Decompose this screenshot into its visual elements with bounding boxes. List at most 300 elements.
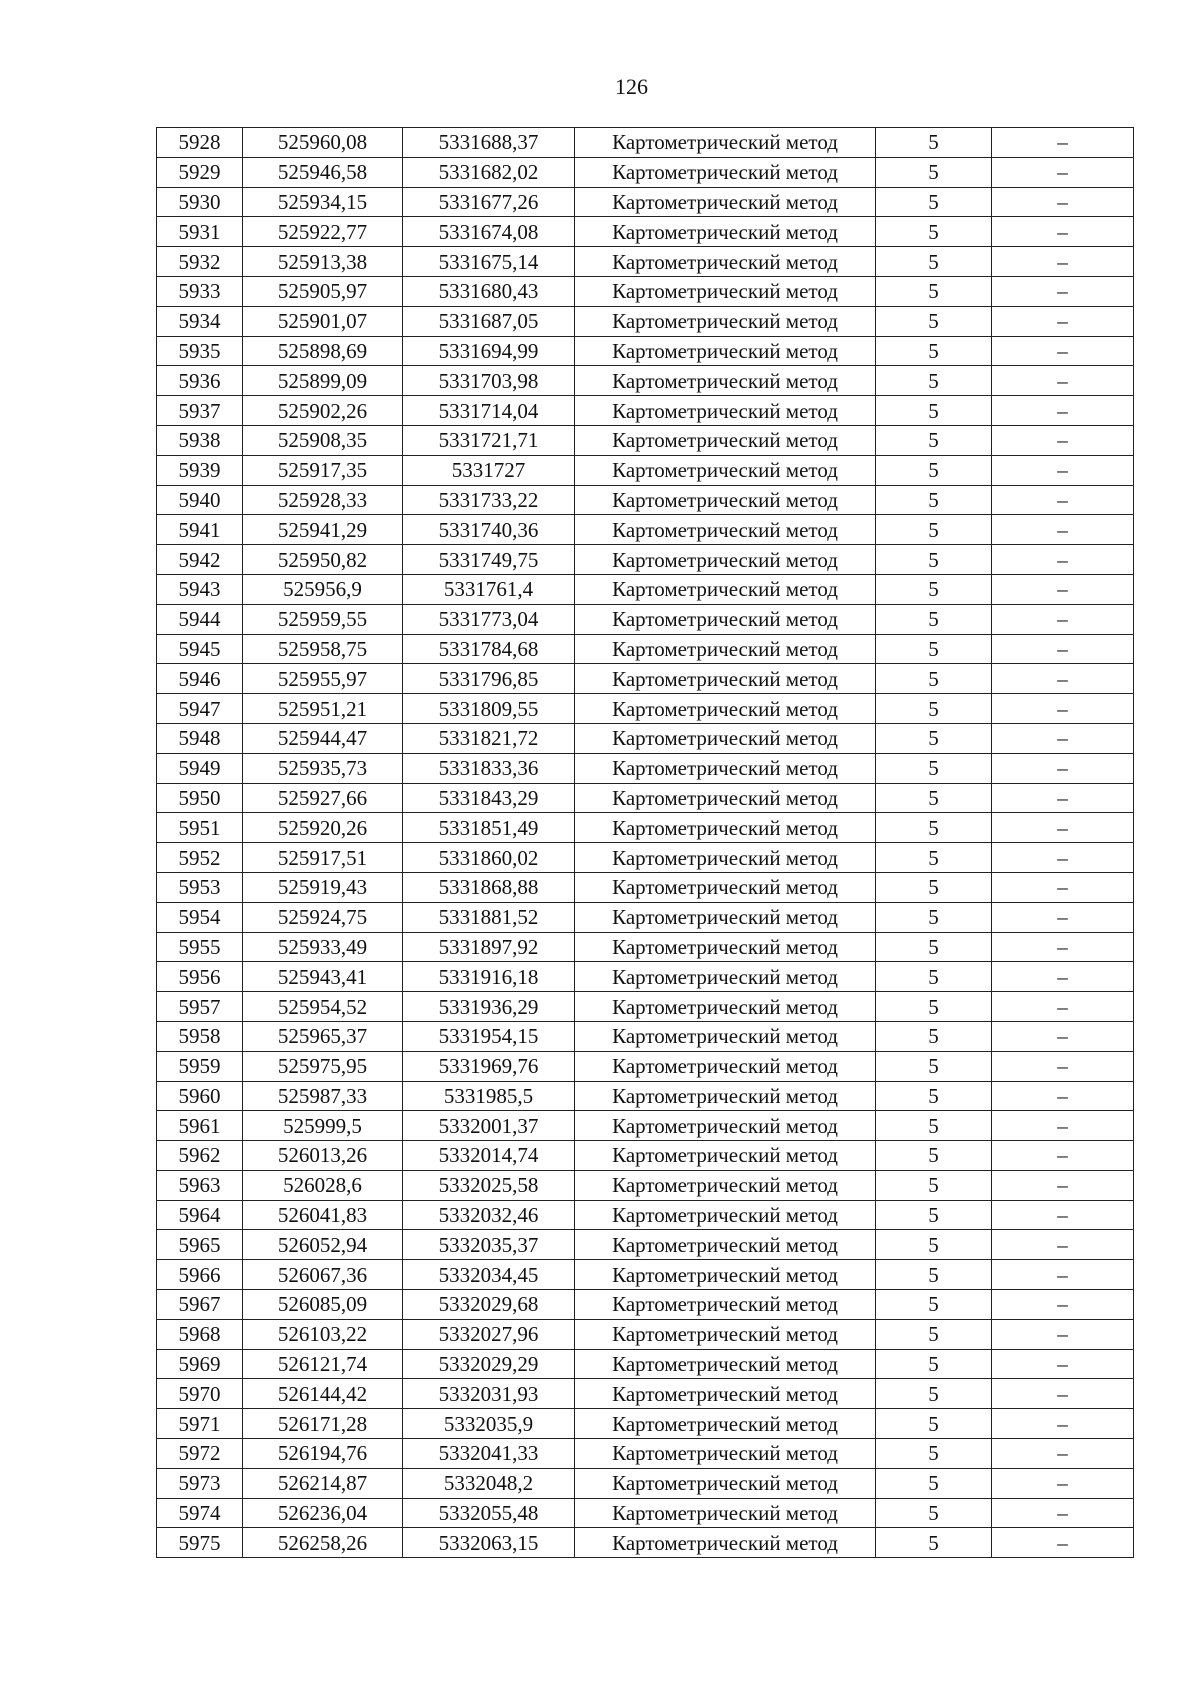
- description-cell: –: [992, 157, 1134, 187]
- table-row: [157, 872, 1134, 902]
- x-coordinate-cell: 525946,58: [243, 157, 403, 187]
- x-coordinate-cell: 525956,9: [243, 574, 403, 604]
- table-row: [157, 1141, 1134, 1171]
- accuracy-cell: 5: [876, 574, 992, 604]
- point-number-cell: 5968: [157, 1319, 243, 1349]
- x-coordinate-cell: 525913,38: [243, 247, 403, 277]
- y-coordinate-cell: 5331674,08: [403, 217, 575, 247]
- table-row: [157, 455, 1134, 485]
- table-row: [157, 157, 1134, 187]
- table-row: [157, 1379, 1134, 1409]
- method-cell: Картометрический метод: [575, 247, 876, 277]
- table-row: [157, 813, 1134, 843]
- y-coordinate-cell: 5332031,93: [403, 1379, 575, 1409]
- accuracy-cell: 5: [876, 1230, 992, 1260]
- x-coordinate-cell: 525965,37: [243, 1021, 403, 1051]
- point-number-cell: 5969: [157, 1349, 243, 1379]
- y-coordinate-cell: 5331680,43: [403, 276, 575, 306]
- table-row: [157, 515, 1134, 545]
- table-row: [157, 843, 1134, 873]
- description-cell: –: [992, 366, 1134, 396]
- y-coordinate-cell: 5332035,37: [403, 1230, 575, 1260]
- y-coordinate-cell: 5331985,5: [403, 1081, 575, 1111]
- description-cell: –: [992, 1230, 1134, 1260]
- description-cell: –: [992, 515, 1134, 545]
- point-number-cell: 5938: [157, 425, 243, 455]
- accuracy-cell: 5: [876, 545, 992, 575]
- accuracy-cell: 5: [876, 694, 992, 724]
- accuracy-cell: 5: [876, 1260, 992, 1290]
- x-coordinate-cell: 526103,22: [243, 1319, 403, 1349]
- table-row: [157, 485, 1134, 515]
- y-coordinate-cell: 5332001,37: [403, 1111, 575, 1141]
- description-cell: –: [992, 1319, 1134, 1349]
- accuracy-cell: 5: [876, 515, 992, 545]
- table-row: [157, 574, 1134, 604]
- description-cell: –: [992, 813, 1134, 843]
- point-number-cell: 5960: [157, 1081, 243, 1111]
- point-number-cell: 5954: [157, 902, 243, 932]
- table-row: [157, 1170, 1134, 1200]
- x-coordinate-cell: 525999,5: [243, 1111, 403, 1141]
- accuracy-cell: 5: [876, 455, 992, 485]
- x-coordinate-cell: 526236,04: [243, 1498, 403, 1528]
- y-coordinate-cell: 5332027,96: [403, 1319, 575, 1349]
- table-row: [157, 1498, 1134, 1528]
- method-cell: Картометрический метод: [575, 574, 876, 604]
- accuracy-cell: 5: [876, 604, 992, 634]
- x-coordinate-cell: 526085,09: [243, 1290, 403, 1320]
- method-cell: Картометрический метод: [575, 1021, 876, 1051]
- y-coordinate-cell: 5331860,02: [403, 843, 575, 873]
- accuracy-cell: 5: [876, 306, 992, 336]
- x-coordinate-cell: 525954,52: [243, 992, 403, 1022]
- point-number-cell: 5947: [157, 694, 243, 724]
- table-row: [157, 1349, 1134, 1379]
- y-coordinate-cell: 5332034,45: [403, 1260, 575, 1290]
- point-number-cell: 5971: [157, 1409, 243, 1439]
- method-cell: Картометрический метод: [575, 455, 876, 485]
- y-coordinate-cell: 5331821,72: [403, 723, 575, 753]
- y-coordinate-cell: 5331721,71: [403, 425, 575, 455]
- point-number-cell: 5942: [157, 545, 243, 575]
- accuracy-cell: 5: [876, 1409, 992, 1439]
- x-coordinate-cell: 525975,95: [243, 1051, 403, 1081]
- x-coordinate-cell: 525955,97: [243, 664, 403, 694]
- description-cell: –: [992, 1170, 1134, 1200]
- description-cell: –: [992, 694, 1134, 724]
- accuracy-cell: 5: [876, 1439, 992, 1469]
- x-coordinate-cell: 526013,26: [243, 1141, 403, 1171]
- y-coordinate-cell: 5331682,02: [403, 157, 575, 187]
- point-number-cell: 5951: [157, 813, 243, 843]
- accuracy-cell: 5: [876, 992, 992, 1022]
- table-row: [157, 545, 1134, 575]
- x-coordinate-cell: 526144,42: [243, 1379, 403, 1409]
- accuracy-cell: 5: [876, 1111, 992, 1141]
- point-number-cell: 5930: [157, 187, 243, 217]
- accuracy-cell: 5: [876, 217, 992, 247]
- x-coordinate-cell: 525917,51: [243, 843, 403, 873]
- y-coordinate-cell: 5332025,58: [403, 1170, 575, 1200]
- description-cell: –: [992, 1349, 1134, 1379]
- accuracy-cell: 5: [876, 783, 992, 813]
- method-cell: Картометрический метод: [575, 157, 876, 187]
- y-coordinate-cell: 5331749,75: [403, 545, 575, 575]
- point-number-cell: 5955: [157, 932, 243, 962]
- accuracy-cell: 5: [876, 1200, 992, 1230]
- method-cell: Картометрический метод: [575, 1409, 876, 1439]
- method-cell: Картометрический метод: [575, 1349, 876, 1379]
- x-coordinate-cell: 526194,76: [243, 1439, 403, 1469]
- accuracy-cell: 5: [876, 396, 992, 426]
- x-coordinate-cell: 526041,83: [243, 1200, 403, 1230]
- method-cell: Картометрический метод: [575, 1260, 876, 1290]
- accuracy-cell: 5: [876, 1468, 992, 1498]
- x-coordinate-cell: 525901,07: [243, 306, 403, 336]
- accuracy-cell: 5: [876, 1319, 992, 1349]
- x-coordinate-cell: 525927,66: [243, 783, 403, 813]
- description-cell: –: [992, 1379, 1134, 1409]
- y-coordinate-cell: 5332029,29: [403, 1349, 575, 1379]
- y-coordinate-cell: 5331703,98: [403, 366, 575, 396]
- x-coordinate-cell: 525933,49: [243, 932, 403, 962]
- point-number-cell: 5961: [157, 1111, 243, 1141]
- x-coordinate-cell: 525902,26: [243, 396, 403, 426]
- point-number-cell: 5934: [157, 306, 243, 336]
- description-cell: –: [992, 932, 1134, 962]
- table-row: [157, 217, 1134, 247]
- method-cell: Картометрический метод: [575, 425, 876, 455]
- y-coordinate-cell: 5331740,36: [403, 515, 575, 545]
- table-row: [157, 634, 1134, 664]
- method-cell: Картометрический метод: [575, 1319, 876, 1349]
- y-coordinate-cell: 5331675,14: [403, 247, 575, 277]
- table-row: [157, 1528, 1134, 1558]
- point-number-cell: 5941: [157, 515, 243, 545]
- x-coordinate-cell: 526214,87: [243, 1468, 403, 1498]
- table-row: [157, 1230, 1134, 1260]
- description-cell: –: [992, 336, 1134, 366]
- accuracy-cell: 5: [876, 336, 992, 366]
- method-cell: Картометрический метод: [575, 1081, 876, 1111]
- accuracy-cell: 5: [876, 1379, 992, 1409]
- point-number-cell: 5948: [157, 723, 243, 753]
- point-number-cell: 5943: [157, 574, 243, 604]
- method-cell: Картометрический метод: [575, 217, 876, 247]
- method-cell: Картометрический метод: [575, 1141, 876, 1171]
- description-cell: –: [992, 1290, 1134, 1320]
- description-cell: –: [992, 306, 1134, 336]
- point-number-cell: 5972: [157, 1439, 243, 1469]
- description-cell: –: [992, 664, 1134, 694]
- y-coordinate-cell: 5332063,15: [403, 1528, 575, 1558]
- x-coordinate-cell: 525920,26: [243, 813, 403, 843]
- description-cell: –: [992, 753, 1134, 783]
- method-cell: Картометрический метод: [575, 1468, 876, 1498]
- description-cell: –: [992, 1111, 1134, 1141]
- y-coordinate-cell: 5331714,04: [403, 396, 575, 426]
- table-row: [157, 1200, 1134, 1230]
- description-cell: –: [992, 247, 1134, 277]
- description-cell: –: [992, 783, 1134, 813]
- point-number-cell: 5973: [157, 1468, 243, 1498]
- y-coordinate-cell: 5331897,92: [403, 932, 575, 962]
- point-number-cell: 5932: [157, 247, 243, 277]
- y-coordinate-cell: 5331833,36: [403, 753, 575, 783]
- accuracy-cell: 5: [876, 187, 992, 217]
- x-coordinate-cell: 526121,74: [243, 1349, 403, 1379]
- point-number-cell: 5957: [157, 992, 243, 1022]
- x-coordinate-cell: 525951,21: [243, 694, 403, 724]
- accuracy-cell: 5: [876, 1498, 992, 1528]
- accuracy-cell: 5: [876, 1170, 992, 1200]
- y-coordinate-cell: 5331796,85: [403, 664, 575, 694]
- method-cell: Картометрический метод: [575, 1379, 876, 1409]
- point-number-cell: 5964: [157, 1200, 243, 1230]
- table-row: [157, 1319, 1134, 1349]
- table-row: [157, 396, 1134, 426]
- description-cell: –: [992, 1409, 1134, 1439]
- x-coordinate-cell: 525928,33: [243, 485, 403, 515]
- method-cell: Картометрический метод: [575, 276, 876, 306]
- table-row: [157, 1051, 1134, 1081]
- y-coordinate-cell: 5331677,26: [403, 187, 575, 217]
- point-number-cell: 5928: [157, 128, 243, 158]
- table-row: [157, 932, 1134, 962]
- accuracy-cell: 5: [876, 1349, 992, 1379]
- accuracy-cell: 5: [876, 1081, 992, 1111]
- y-coordinate-cell: 5332014,74: [403, 1141, 575, 1171]
- point-number-cell: 5959: [157, 1051, 243, 1081]
- description-cell: –: [992, 1528, 1134, 1558]
- point-number-cell: 5944: [157, 604, 243, 634]
- accuracy-cell: 5: [876, 1290, 992, 1320]
- y-coordinate-cell: 5331694,99: [403, 336, 575, 366]
- method-cell: Картометрический метод: [575, 1528, 876, 1558]
- x-coordinate-cell: 525935,73: [243, 753, 403, 783]
- x-coordinate-cell: 525917,35: [243, 455, 403, 485]
- accuracy-cell: 5: [876, 634, 992, 664]
- accuracy-cell: 5: [876, 843, 992, 873]
- description-cell: –: [992, 1141, 1134, 1171]
- y-coordinate-cell: 5332041,33: [403, 1439, 575, 1469]
- x-coordinate-cell: 525960,08: [243, 128, 403, 158]
- x-coordinate-cell: 526028,6: [243, 1170, 403, 1200]
- method-cell: Картометрический метод: [575, 336, 876, 366]
- y-coordinate-cell: 5331784,68: [403, 634, 575, 664]
- table-row: [157, 366, 1134, 396]
- y-coordinate-cell: 5331687,05: [403, 306, 575, 336]
- table-row: [157, 1111, 1134, 1141]
- method-cell: Картометрический метод: [575, 366, 876, 396]
- method-cell: Картометрический метод: [575, 128, 876, 158]
- description-cell: –: [992, 1051, 1134, 1081]
- accuracy-cell: 5: [876, 1528, 992, 1558]
- y-coordinate-cell: 5331843,29: [403, 783, 575, 813]
- y-coordinate-cell: 5331936,29: [403, 992, 575, 1022]
- table-row: [157, 247, 1134, 277]
- table-row: [157, 962, 1134, 992]
- description-cell: –: [992, 872, 1134, 902]
- method-cell: Картометрический метод: [575, 664, 876, 694]
- accuracy-cell: 5: [876, 962, 992, 992]
- table-row: [157, 128, 1134, 158]
- description-cell: –: [992, 1260, 1134, 1290]
- y-coordinate-cell: 5331969,76: [403, 1051, 575, 1081]
- description-cell: –: [992, 396, 1134, 426]
- table-row: [157, 1021, 1134, 1051]
- x-coordinate-cell: 526052,94: [243, 1230, 403, 1260]
- table-row: [157, 694, 1134, 724]
- description-cell: –: [992, 425, 1134, 455]
- table-row: [157, 902, 1134, 932]
- y-coordinate-cell: 5331868,88: [403, 872, 575, 902]
- method-cell: Картометрический метод: [575, 634, 876, 664]
- coordinates-table-body: [157, 128, 1134, 1558]
- x-coordinate-cell: 525908,35: [243, 425, 403, 455]
- x-coordinate-cell: 525905,97: [243, 276, 403, 306]
- description-cell: –: [992, 604, 1134, 634]
- x-coordinate-cell: 525987,33: [243, 1081, 403, 1111]
- method-cell: Картометрический метод: [575, 813, 876, 843]
- method-cell: Картометрический метод: [575, 1200, 876, 1230]
- accuracy-cell: 5: [876, 425, 992, 455]
- method-cell: Картометрический метод: [575, 1051, 876, 1081]
- method-cell: Картометрический метод: [575, 1170, 876, 1200]
- x-coordinate-cell: 525959,55: [243, 604, 403, 634]
- method-cell: Картометрический метод: [575, 753, 876, 783]
- x-coordinate-cell: 526258,26: [243, 1528, 403, 1558]
- x-coordinate-cell: 526067,36: [243, 1260, 403, 1290]
- accuracy-cell: 5: [876, 485, 992, 515]
- description-cell: –: [992, 962, 1134, 992]
- description-cell: –: [992, 843, 1134, 873]
- description-cell: –: [992, 1200, 1134, 1230]
- table-row: [157, 276, 1134, 306]
- accuracy-cell: 5: [876, 247, 992, 277]
- method-cell: Картометрический метод: [575, 187, 876, 217]
- table-row: [157, 664, 1134, 694]
- description-cell: –: [992, 992, 1134, 1022]
- x-coordinate-cell: 525958,75: [243, 634, 403, 664]
- method-cell: Картометрический метод: [575, 1439, 876, 1469]
- description-cell: –: [992, 485, 1134, 515]
- y-coordinate-cell: 5331851,49: [403, 813, 575, 843]
- point-number-cell: 5937: [157, 396, 243, 426]
- description-cell: –: [992, 723, 1134, 753]
- point-number-cell: 5966: [157, 1260, 243, 1290]
- description-cell: –: [992, 1498, 1134, 1528]
- accuracy-cell: 5: [876, 366, 992, 396]
- table-row: [157, 425, 1134, 455]
- table-row: [157, 1290, 1134, 1320]
- table-row: [157, 723, 1134, 753]
- table-row: [157, 1081, 1134, 1111]
- y-coordinate-cell: 5331773,04: [403, 604, 575, 634]
- method-cell: Картометрический метод: [575, 485, 876, 515]
- method-cell: Картометрический метод: [575, 1290, 876, 1320]
- point-number-cell: 5931: [157, 217, 243, 247]
- point-number-cell: 5933: [157, 276, 243, 306]
- description-cell: –: [992, 634, 1134, 664]
- coordinates-table: [156, 127, 1134, 1558]
- description-cell: –: [992, 276, 1134, 306]
- x-coordinate-cell: 525898,69: [243, 336, 403, 366]
- x-coordinate-cell: 525924,75: [243, 902, 403, 932]
- x-coordinate-cell: 525944,47: [243, 723, 403, 753]
- point-number-cell: 5929: [157, 157, 243, 187]
- table-row: [157, 306, 1134, 336]
- y-coordinate-cell: 5332055,48: [403, 1498, 575, 1528]
- table-row: [157, 783, 1134, 813]
- x-coordinate-cell: 525899,09: [243, 366, 403, 396]
- accuracy-cell: 5: [876, 276, 992, 306]
- method-cell: Картометрический метод: [575, 694, 876, 724]
- method-cell: Картометрический метод: [575, 783, 876, 813]
- accuracy-cell: 5: [876, 1021, 992, 1051]
- y-coordinate-cell: 5332029,68: [403, 1290, 575, 1320]
- method-cell: Картометрический метод: [575, 872, 876, 902]
- description-cell: –: [992, 545, 1134, 575]
- description-cell: –: [992, 574, 1134, 604]
- y-coordinate-cell: 5331809,55: [403, 694, 575, 724]
- point-number-cell: 5962: [157, 1141, 243, 1171]
- point-number-cell: 5963: [157, 1170, 243, 1200]
- description-cell: –: [992, 1081, 1134, 1111]
- description-cell: –: [992, 128, 1134, 158]
- table-row: [157, 336, 1134, 366]
- point-number-cell: 5940: [157, 485, 243, 515]
- method-cell: Картометрический метод: [575, 545, 876, 575]
- table-row: [157, 1439, 1134, 1469]
- point-number-cell: 5970: [157, 1379, 243, 1409]
- page-number: 126: [615, 74, 648, 99]
- table-row: [157, 992, 1134, 1022]
- point-number-cell: 5974: [157, 1498, 243, 1528]
- table-row: [157, 753, 1134, 783]
- method-cell: Картометрический метод: [575, 1498, 876, 1528]
- accuracy-cell: 5: [876, 128, 992, 158]
- description-cell: –: [992, 1439, 1134, 1469]
- x-coordinate-cell: 525950,82: [243, 545, 403, 575]
- y-coordinate-cell: 5331954,15: [403, 1021, 575, 1051]
- description-cell: –: [992, 902, 1134, 932]
- point-number-cell: 5949: [157, 753, 243, 783]
- accuracy-cell: 5: [876, 664, 992, 694]
- point-number-cell: 5939: [157, 455, 243, 485]
- y-coordinate-cell: 5331916,18: [403, 962, 575, 992]
- point-number-cell: 5953: [157, 872, 243, 902]
- point-number-cell: 5956: [157, 962, 243, 992]
- y-coordinate-cell: 5331881,52: [403, 902, 575, 932]
- method-cell: Картометрический метод: [575, 1230, 876, 1260]
- point-number-cell: 5967: [157, 1290, 243, 1320]
- point-number-cell: 5965: [157, 1230, 243, 1260]
- x-coordinate-cell: 525919,43: [243, 872, 403, 902]
- accuracy-cell: 5: [876, 753, 992, 783]
- x-coordinate-cell: 526171,28: [243, 1409, 403, 1439]
- accuracy-cell: 5: [876, 723, 992, 753]
- point-number-cell: 5946: [157, 664, 243, 694]
- point-number-cell: 5952: [157, 843, 243, 873]
- point-number-cell: 5950: [157, 783, 243, 813]
- y-coordinate-cell: 5332035,9: [403, 1409, 575, 1439]
- description-cell: –: [992, 187, 1134, 217]
- x-coordinate-cell: 525941,29: [243, 515, 403, 545]
- table-row: [157, 1409, 1134, 1439]
- method-cell: Картометрический метод: [575, 723, 876, 753]
